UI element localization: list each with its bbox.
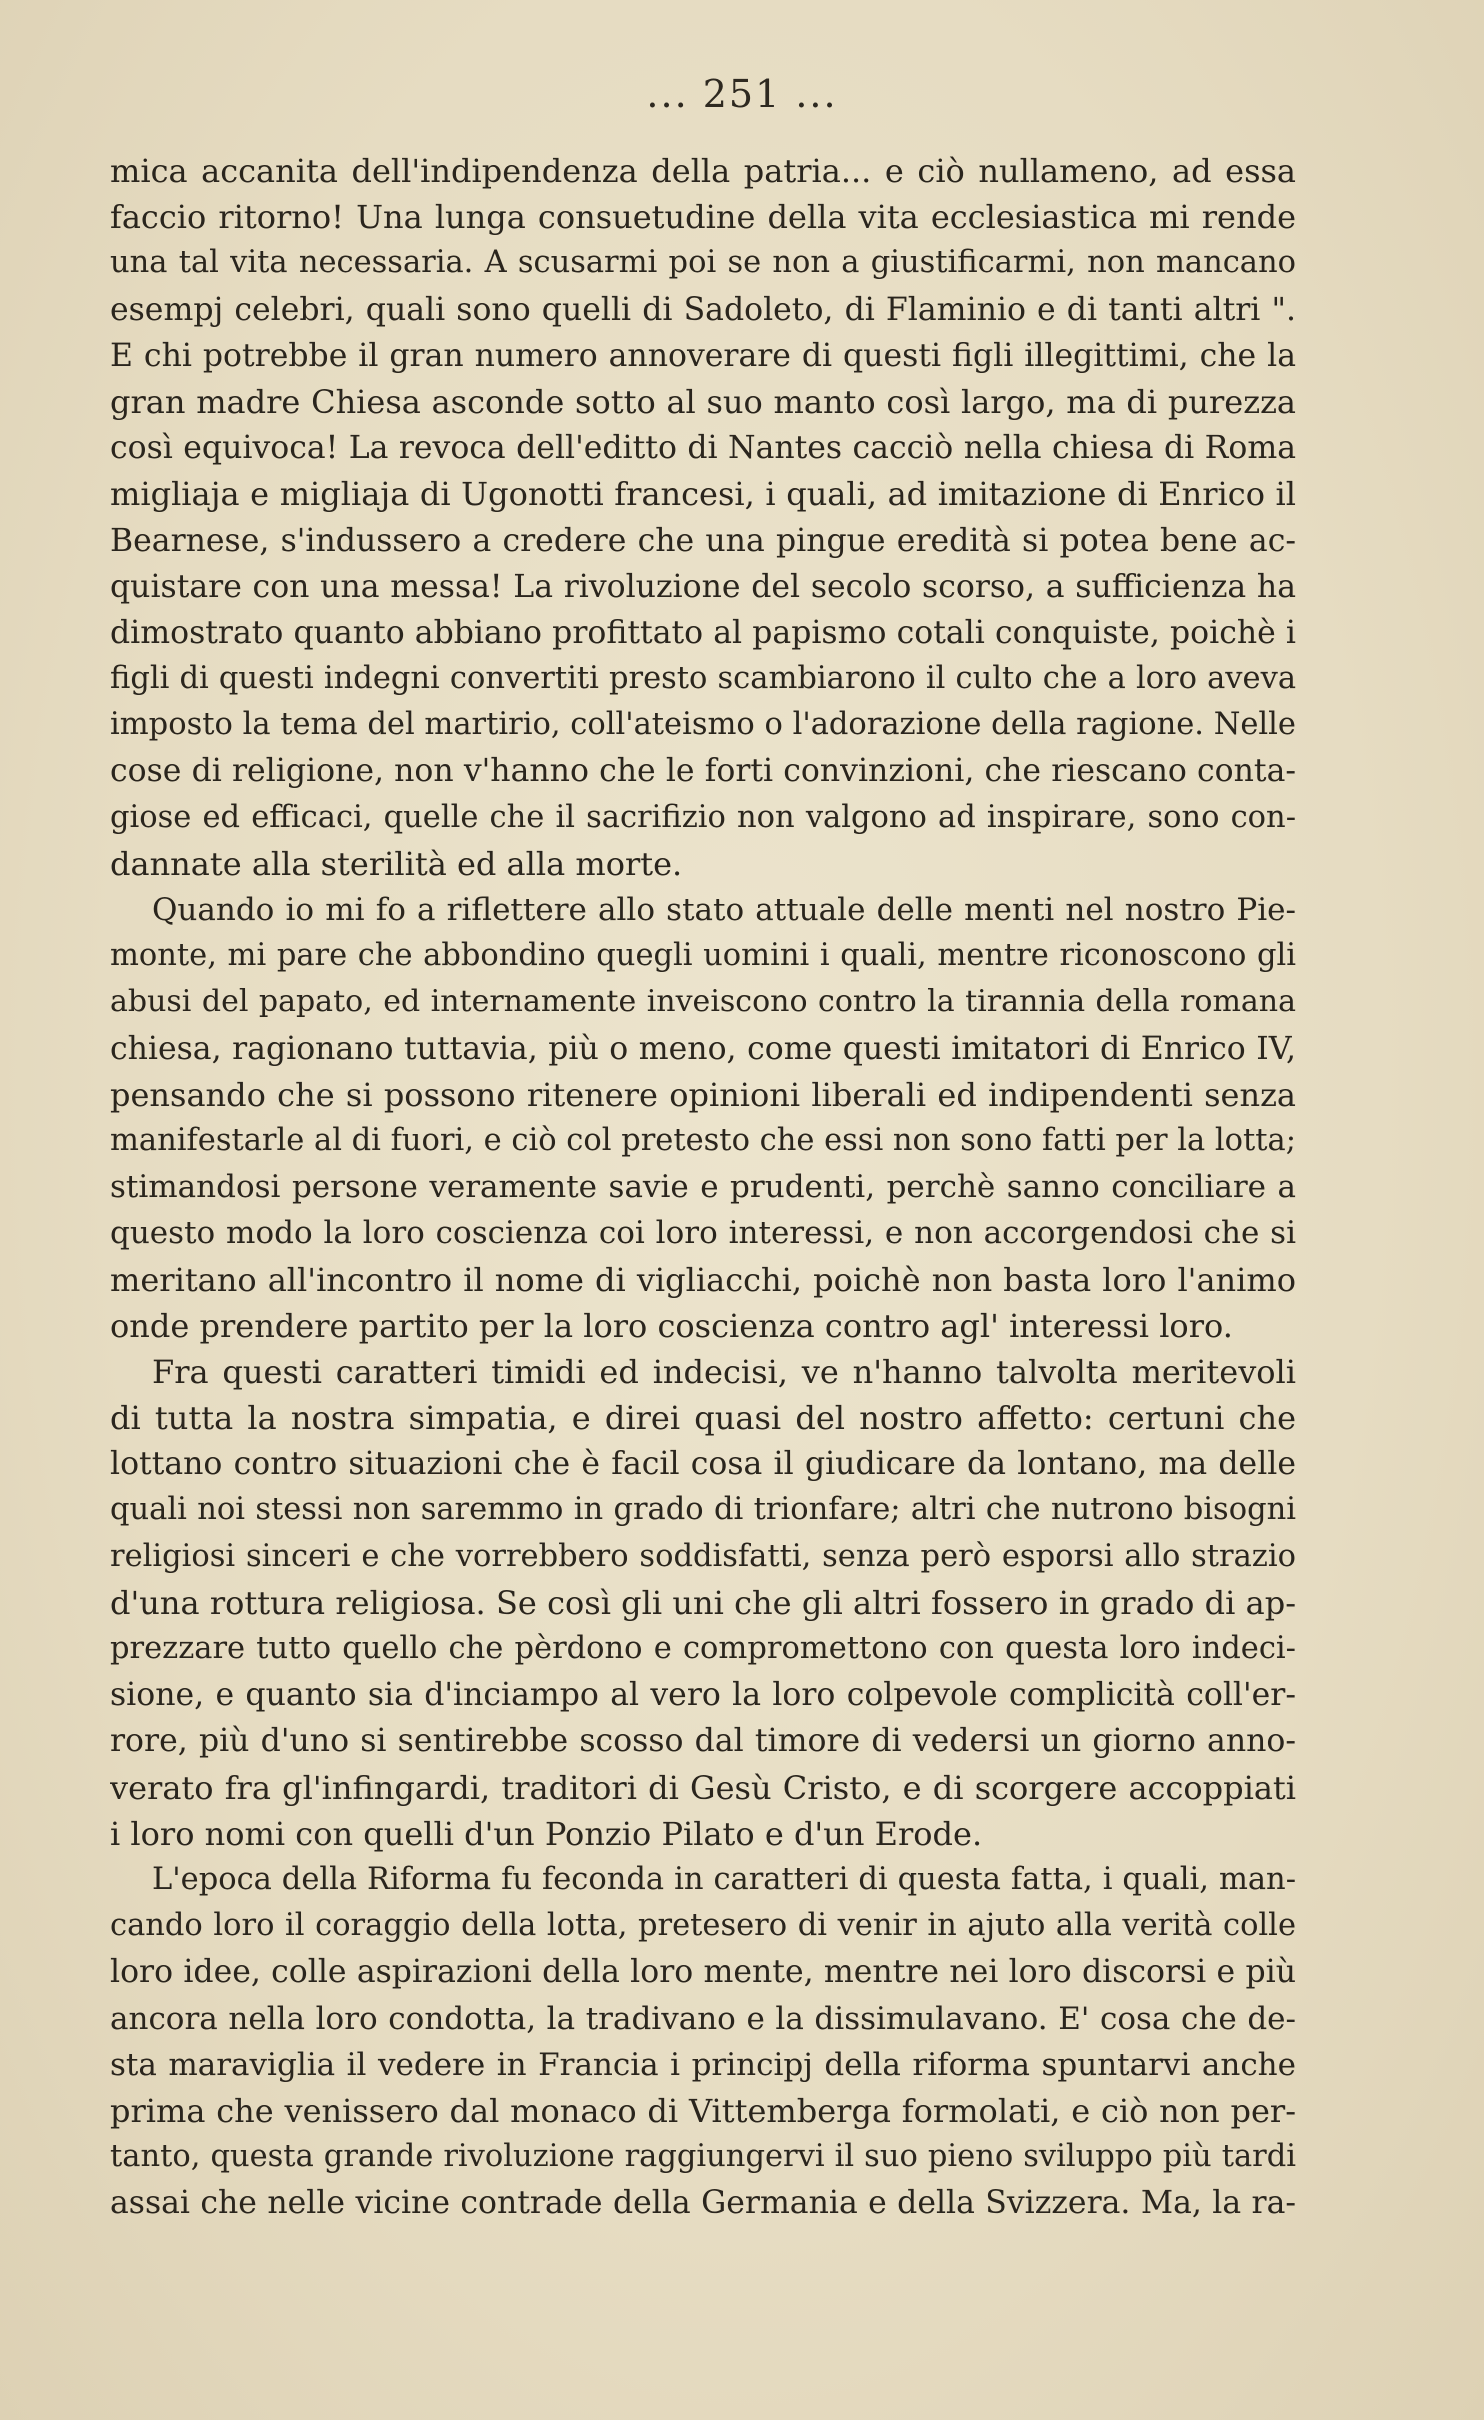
text-line: esempj celebri, quali sono quelli di Sadoleto, di Flaminio e di tanti altri ". — [110, 291, 1296, 328]
text-line: E chi potrebbe il gran numero annoverare di questi figli illegittimi, che la — [110, 337, 1296, 374]
text-line: cose di religione, non v'hanno che le forti convinzioni, che riescano conta- — [110, 753, 1296, 790]
text-line: monte, mi pare che abbondino quegli uomini i quali, mentre riconoscono gli — [110, 938, 1296, 974]
text-line: prima che venissero dal monaco di Vittemberga formolati, e ciò non per- — [110, 2091, 1296, 2130]
text-line: dimostrato quanto abbiano profittato al papismo cotali conquiste, poichè i — [110, 614, 1296, 651]
text-line: loro idee, colle aspirazioni della loro mente, mentre nei loro discorsi e più — [110, 1954, 1296, 1991]
text-line: sione, e quanto sia d'inciampo al vero la loro colpevole complicità coll'er- — [110, 1677, 1296, 1714]
text-line: quali noi stessi non saremmo in grado di trionfare; altri che nutrono bisogni — [110, 1492, 1296, 1528]
text-line: meritano all'incontro il nome di vigliacchi, poichè non basta loro l'animo — [110, 1260, 1296, 1299]
text-line: i loro nomi con quelli d'un Ponzio Pilato e d'un Erode. — [110, 1814, 983, 1853]
text-line: onde prendere partito per la loro coscienza contro agl' interessi loro. — [110, 1306, 1233, 1345]
text-line: mica accanita dell'indipendenza della patria... e ciò nullameno, ad essa — [110, 152, 1296, 190]
text-line: quistare con una messa! La rivoluzione del secolo scorso, a sufficienza ha — [110, 568, 1296, 605]
text-line: così equivoca! La revoca dell'editto di Nantes cacciò nella chiesa di Roma — [110, 430, 1296, 467]
text-line: ancora nella loro condotta, la tradivano e la dissimulavano. E' cosa che de- — [110, 2000, 1296, 2037]
text-line: pensando che si possono ritenere opinioni liberali ed indipendenti senza — [110, 1075, 1296, 1114]
text-line: Quando io mi fo a riflettere allo stato attuale delle menti nel nostro Pie- — [152, 892, 1296, 928]
text-line: tanto, questa grande rivoluzione raggiungervi il suo pieno sviluppo più tardi — [110, 2139, 1296, 2175]
text-line: assai che nelle vicine contrade della Germania e della Svizzera. Ma, la ra- — [110, 2185, 1296, 2222]
text-line: rore, più d'uno si sentirebbe scosso dal timore di vedersi un giorno anno- — [110, 1723, 1296, 1760]
text-line: chiesa, ragionano tuttavia, più o meno, come questi imitatori di Enrico IV, — [110, 1030, 1296, 1067]
text-line: migliaja e migliaja di Ugonotti francesi, i quali, ad imitazione di Enrico il — [110, 475, 1296, 514]
text-line: cando loro il coraggio della lotta, pretesero di venir in ajuto alla verità colle — [110, 1908, 1296, 1944]
text-line: prezzare tutto quello che pèrdono e compromettono con questa loro indeci- — [110, 1631, 1296, 1666]
text-line: giose ed efficaci, quelle che il sacrifizio non valgono ad inspirare, sono con- — [110, 799, 1296, 835]
text-line: dannate alla sterilità ed alla morte. — [110, 844, 683, 883]
text-line: Bearnese, s'indussero a credere che una pingue eredità si potea bene ac- — [110, 522, 1296, 559]
text-line: sta maraviglia il vedere in Francia i principj della riforma spuntarvi anche — [110, 2046, 1296, 2083]
text-line: una tal vita necessaria. A scusarmi poi se non a giustificarmi, non mancano — [110, 245, 1296, 281]
text-line: abusi del papato, ed internamente inveiscono contro la tirannia della romana — [110, 984, 1296, 1020]
text-line: religiosi sinceri e che vorrebbero soddisfatti, senza però esporsi allo strazio — [110, 1538, 1296, 1574]
text-line: verato fra gl'infingardi, traditori di Gesù Cristo, e di scorgere accoppiati — [110, 1768, 1296, 1807]
text-line: figli di questi indegni convertiti presto scambiarono il culto che a loro aveva — [110, 661, 1296, 697]
text-line: manifestarle al di fuori, e ciò col pretesto che essi non sono fatti per la lotta; — [110, 1122, 1296, 1158]
page-number: ... 251 ... — [646, 72, 838, 116]
text-line: faccio ritorno! Una lunga consuetudine della vita ecclesiastica mi rende — [110, 198, 1296, 237]
text-line: gran madre Chiesa asconde sotto al suo manto così largo, ma di purezza — [110, 382, 1296, 421]
text-line: imposto la tema del martirio, coll'ateismo o l'adorazione della ragione. Nelle — [110, 707, 1296, 743]
text-line: Fra questi caratteri timidi ed indecisi, ve n'hanno talvolta meritevoli — [152, 1352, 1296, 1391]
text-line: d'una rottura religiosa. Se così gli uni che gli altri fossero in grado di ap- — [110, 1583, 1296, 1622]
text-line: questo modo la loro coscienza coi loro interessi, e non accorgendosi che si — [110, 1215, 1296, 1252]
text-line: stimandosi persone veramente savie e prudenti, perchè sanno conciliare a — [110, 1169, 1296, 1206]
body-text — [110, 148, 1296, 2226]
text-line: L'epoca della Riforma fu feconda in caratteri di questa fatta, i quali, man- — [152, 1861, 1296, 1897]
text-line: lottano contro situazioni che è facil cosa il giudicare da lontano, ma delle — [110, 1446, 1296, 1483]
text-line: di tutta la nostra simpatia, e direi quasi del nostro affetto: certuni che — [110, 1399, 1296, 1438]
